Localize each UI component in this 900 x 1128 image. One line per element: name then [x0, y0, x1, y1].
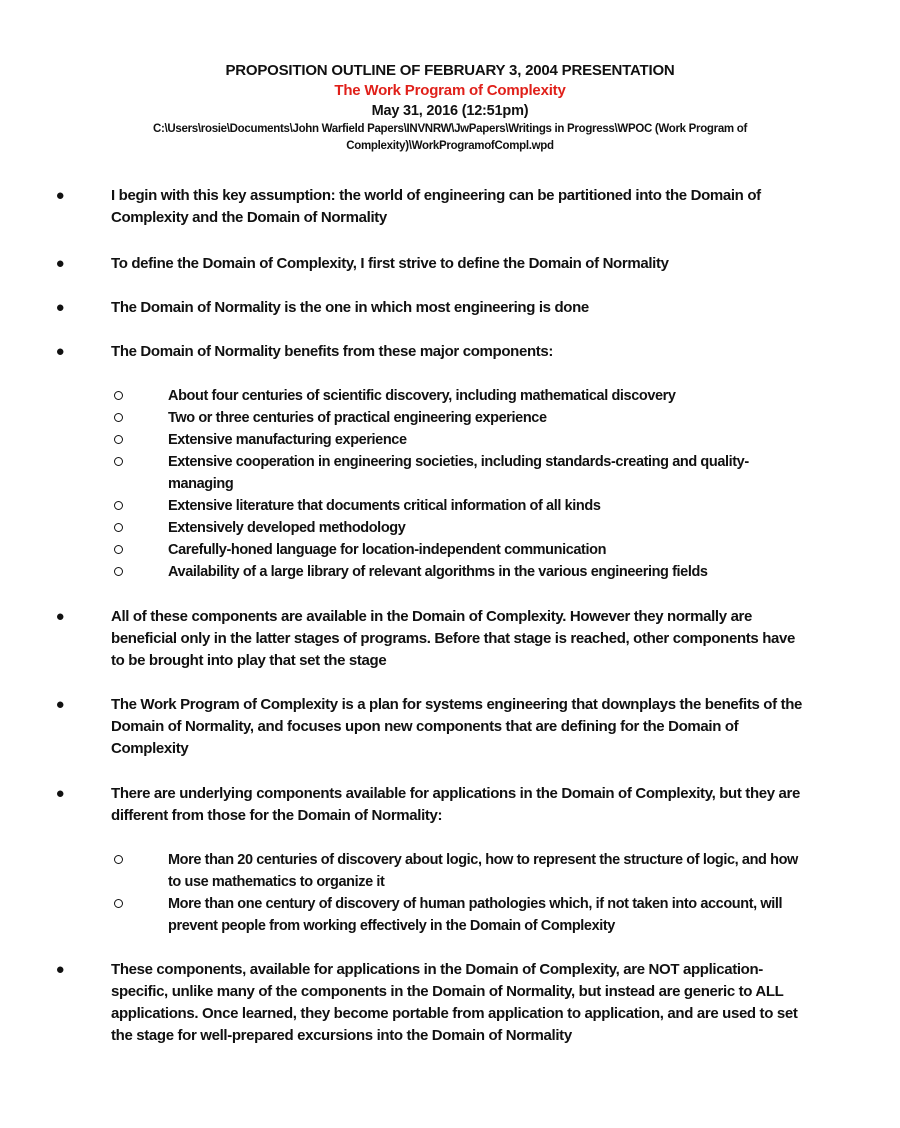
- bullet-icon: ●: [55, 343, 65, 360]
- bullet-icon: ●: [55, 299, 65, 316]
- bullet-text: All of these components are available in the Domain of Complexity. However they normally are beneficial only in the latter stages of programs. Before that stage is reached, other components have to be brought into play that set the stage: [111, 608, 795, 669]
- bullet-text: There are underlying components available for applications in the Domain of Complexity, but they are different from those for the Domain of Normality:: [111, 785, 801, 824]
- bullet-icon: ●: [55, 255, 65, 272]
- circle-bullet-icon: [112, 849, 124, 861]
- bullet-icon: ●: [55, 961, 65, 978]
- sub-item-text: Carefully-honed language for location-independent communication: [168, 542, 607, 558]
- sub-item-text: Extensive manufacturing experience: [168, 432, 407, 448]
- circle-bullet-icon: [112, 539, 124, 551]
- circle-bullet-icon: [112, 893, 124, 905]
- bullet-text: The Domain of Normality benefits from these major components:: [111, 343, 554, 360]
- circle-bullet-icon: [112, 385, 124, 397]
- circle-bullet-icon: [112, 407, 124, 419]
- circle-bullet-icon: [112, 451, 124, 463]
- sub-item-text: Extensive literature that documents critical information of all kinds: [168, 498, 601, 514]
- circle-bullet-icon: [112, 561, 124, 573]
- bullet-text: To define the Domain of Complexity, I first strive to define the Domain of Normality: [111, 255, 669, 272]
- bullet-text: The Domain of Normality is the one in which most engineering is done: [111, 299, 589, 316]
- document-subtitle: The Work Program of Complexity: [334, 82, 566, 99]
- circle-bullet-icon: [112, 517, 124, 529]
- bullet-icon: ●: [55, 187, 65, 204]
- document-file-path: C:\Users\rosie\Documents\John Warfield Papers\INVNRW\JwPapers\Writings in Progress\WPOC (Work Program of Complexity)\WorkProgramofCompl.wpd: [153, 123, 747, 152]
- bullet-text: The Work Program of Complexity is a plan for systems engineering that downplays the benefits of the Domain of Normality, and focuses upon new components that are defining for the Domain of Complexity: [111, 696, 803, 757]
- bullet-text: These components, available for applications in the Domain of Complexity, are NOT application-specific, unlike many of the components in the Domain of Normality, but instead are generic to ALL applications. Once learned, they become portable from application to application, and are used to set the stage for well-prepared excursions into the Domain of Normality: [111, 961, 798, 1044]
- document-date: May 31, 2016 (12:51pm): [371, 103, 529, 119]
- sub-item-text: More than one century of discovery of human pathologies which, if not taken into account, will prevent people from working effectively in the Domain of Complexity: [168, 896, 783, 934]
- document-title: PROPOSITION OUTLINE OF FEBRUARY 3, 2004 PRESENTATION: [225, 62, 675, 79]
- sub-item-text: Availability of a large library of relevant algorithms in the various engineering fields: [168, 564, 708, 580]
- sub-item-text: About four centuries of scientific discovery, including mathematical discovery: [168, 388, 676, 404]
- bullet-icon: ●: [55, 608, 65, 625]
- circle-bullet-icon: [112, 429, 124, 441]
- document-header: [0, 60, 900, 155]
- circle-bullet-icon: [112, 495, 124, 507]
- bullet-icon: ●: [55, 785, 65, 802]
- sub-item-text: Extensively developed methodology: [168, 520, 406, 536]
- sub-item-text: Two or three centuries of practical engineering experience: [168, 410, 547, 426]
- bullet-icon: ●: [55, 696, 65, 713]
- sub-item-text: More than 20 centuries of discovery about logic, how to represent the structure of logic, and how to use mathematics to organize it: [168, 852, 798, 890]
- bullet-text: I begin with this key assumption: the world of engineering can be partitioned into the Domain of Complexity and the Domain of Normality: [111, 187, 761, 226]
- sub-item-text: Extensive cooperation in engineering societies, including standards-creating and quality-managing: [168, 454, 749, 492]
